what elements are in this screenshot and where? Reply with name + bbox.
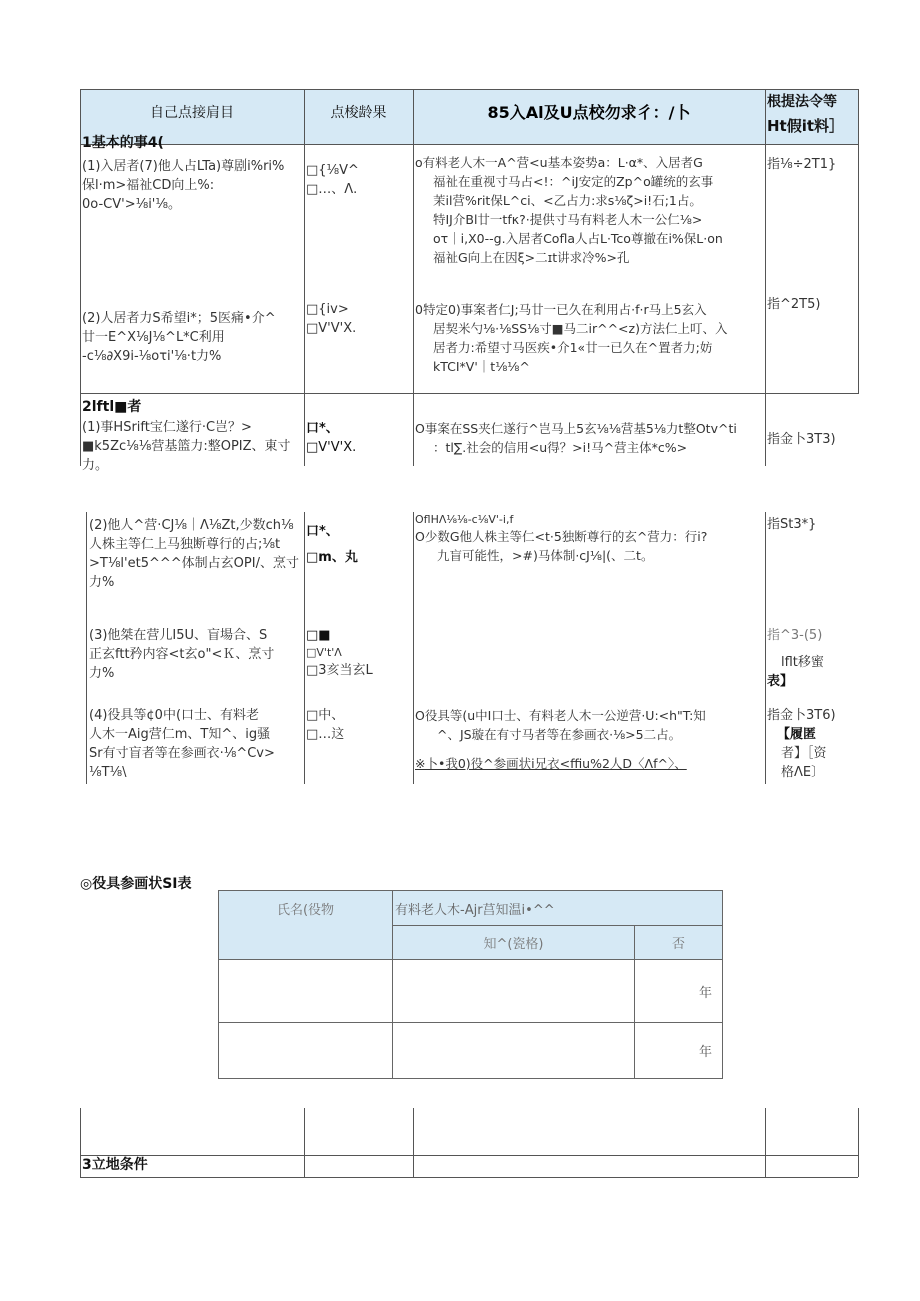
participation-table-title: ◎役具参画状SI表 xyxy=(80,876,192,892)
rule xyxy=(80,144,858,145)
header-check-points: 85入Al及U点校勿求彳：/卜 xyxy=(487,103,691,122)
participation-table xyxy=(218,890,723,1079)
item-2-3-result: □■ □V't'Λ □3亥当玄L xyxy=(306,628,373,678)
table-row xyxy=(219,960,723,1023)
rule xyxy=(304,1108,305,1177)
item-2-1-points: O事案在SS夹仁遂行^岂马上5玄⅛⅛营基5⅛力t整Otv^ti ：tl∑.社会的信用<u得？>i!马^营主体*c%> xyxy=(415,421,737,455)
section-title-basic: 1基本的事4( xyxy=(82,135,164,151)
rule xyxy=(80,393,858,394)
item-2-2-result: 口*、 □m、丸 xyxy=(306,524,358,565)
item-1-1-result: □{⅛V^ □…、Λ. xyxy=(306,163,359,197)
item-2-3-law: 指^3-(5) lflt移蜜 表】 xyxy=(767,628,824,689)
item-2-1-text: (1)事HSrift宝仁遂行·C岂？> ■k5Zc⅛⅛营基篮力:整OPIZ、東寸 力。 xyxy=(82,420,291,473)
rule xyxy=(765,512,766,784)
item-2-2-points: OflHΛ⅛⅛-c⅛V'-i,f O少数G他人株主等仁<t·5独断尊行的玄^营力：行i? 九盲可能性，>#)马体制·cJ⅛|(、二t。 xyxy=(415,513,708,563)
item-2-4-law: 指金卜3T6) 【履匿 者】［资 格ΛE〕 xyxy=(767,708,836,780)
header-law-reference-2: Ht假it料］ xyxy=(767,117,845,135)
header-check-result: 点梭龄果 xyxy=(330,105,387,121)
item-2-2-law: 指St3*} xyxy=(767,517,817,532)
item-1-2-result: □{iv> □V'V'X. xyxy=(306,302,357,336)
rule xyxy=(304,89,305,466)
rule xyxy=(858,1108,859,1177)
rule xyxy=(765,89,766,466)
item-2-4-text: (4)役具等¢0中(口士、有料老 人木一Aig营仁m、T知^、ig骚 Sr有寸盲者等在参画衣·⅛^Cv> ⅛T⅛\ xyxy=(89,708,275,780)
section-title-location: 3立地条件 xyxy=(82,1157,148,1173)
qualification-cell xyxy=(393,1023,635,1079)
item-1-2-text: (2)人居者力S希望i*；5医痛•介^ 廿一E^X⅛J⅛^L*C利用 -c⅛∂X9i-⅛oτi'⅛·t力% xyxy=(82,311,276,364)
header-self-check-item: 自己点接肩目 xyxy=(150,105,234,121)
rule xyxy=(80,89,858,90)
item-1-1-law: 指⅛÷2T1} xyxy=(767,157,837,172)
item-2-2-text: (2)他人^营·CJ⅛｜Λ⅛Zt,少数ch⅛ 人株主等仁上马独断尊行的占;⅛t >T⅛l'et5^^^体制占玄OPI/、烹寸 力% xyxy=(89,518,299,590)
item-1-2-points: 0特定0)事案者仁J;马廿一已久在利用占·f·r马上5玄入 居契米勺⅛·⅛SS⅛寸■马二ir^^<z)方法仁上叮、入 居者力:希望寸马医疾•介1«廿一已久在^置者力;妨 kTCI*V'｜t⅛⅛^ xyxy=(415,302,728,374)
item-2-1-result: 口*、 □V'V'X. xyxy=(306,421,357,455)
section-title-operator: 2lftl■者 xyxy=(82,399,142,415)
rule xyxy=(80,1108,81,1177)
name-cell xyxy=(219,960,393,1023)
rule xyxy=(80,1155,858,1156)
year-cell: 年 xyxy=(635,1023,723,1079)
header-name: 氏名(役物 xyxy=(219,891,393,960)
item-2-4-points: O役具等(u中I口士、有料老人木一公逆营·U:<h"T:知 ^、JS璇在有寸马者等在参画衣·⅛>5二占。 ※卜•我0)役^参画状i兄衣<ffiu%2人D〈Λf^〉、 xyxy=(415,706,763,773)
rule xyxy=(80,89,81,466)
rule xyxy=(858,89,859,394)
name-cell xyxy=(219,1023,393,1079)
item-2-3-text: (3)他桀在营儿I5U、盲場合、S 正玄ftt矜内容<t玄o"<Ｋ、烹寸 力% xyxy=(89,628,275,681)
rule xyxy=(304,512,305,784)
year-cell: 年 xyxy=(635,960,723,1023)
item-1-2-law: 指^2T5) xyxy=(767,297,821,312)
rule xyxy=(413,512,414,784)
item-2-1-law: 指金卜3T3) xyxy=(767,432,836,447)
rule xyxy=(413,89,414,466)
rule xyxy=(80,1177,858,1178)
item-2-4-result: □中、 □…这 xyxy=(306,708,345,742)
header-nursing-home-knowledge: 有料老人木-Ajr莒知温i•^^ xyxy=(393,891,723,926)
header-no: 否 xyxy=(635,926,723,960)
table-row xyxy=(219,1023,723,1079)
item-1-1-text: (1)入居者(7)他人占LTa)尊剧i%ri% 保l·m>福祉CD向上%: 0o-CV'>⅛i'⅛。 xyxy=(82,159,285,212)
rule xyxy=(413,1108,414,1177)
participation-note: ※卜•我0)役^参画状i兄衣<ffiu%2人D〈Λf^〉、 xyxy=(415,756,687,771)
header-qualification: 知^(瓷格) xyxy=(393,926,635,960)
rule xyxy=(765,1108,766,1177)
rule xyxy=(86,512,87,784)
qualification-cell xyxy=(393,960,635,1023)
item-1-1-points: o有料老人木一A^营<u基本姿势a：L·α*、入居者G 福祉在重视寸马占<!：^iJ安定的Zp^o罐统的玄事 茉il营%rit保L^ci、<乙占力:求s⅛ζ>i!石;1占。 特IJ介Bl廿一tfκ?·提供寸马有料老人木一公仁⅛> oτ｜i,X0--g.入居者Cofla人占L·Tco尊撤在i%保L·on 福祉G向上在因ξ>二ɪt讲求冷%>孔 xyxy=(415,155,723,265)
header-law-reference-1: 根提法令等 xyxy=(767,94,837,110)
